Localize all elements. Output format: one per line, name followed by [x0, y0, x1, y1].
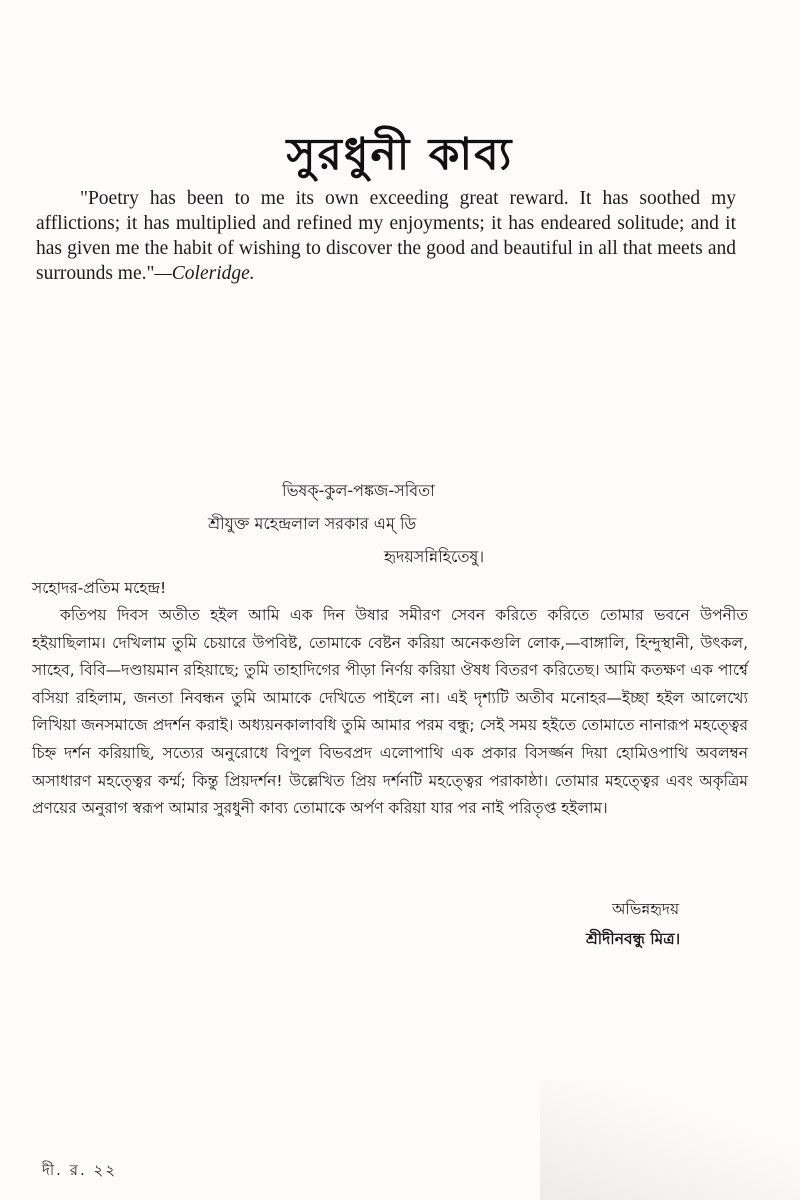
letter-closing: অভিন্নহৃদয় — [612, 900, 680, 918]
letter-salutation: সহোদর-প্রতিম মহেন্দ্র! — [32, 579, 167, 597]
dedication-line-3: হৃদয়সন্নিহিতেষু। — [384, 547, 485, 566]
page-shadow — [540, 1080, 800, 1200]
printer-signature-mark: দী. র. ২২ — [42, 1161, 118, 1179]
letter-body: কতিপয় দিবস অতীত হইল আমি এক দিন উষার সমীরণ সেবন করিতে করিতে তোমার ভবনে উপনীত হইয়াছিলাম। দেখিলাম তুমি চেয়ারে উপবিষ্ট, তোমাকে বেষ্টন করিয়া অনেকগুলি লোক,—বাঙ্গালি, হিন্দুস্থানী, উৎকল, সাহেব, বিবি—দণ্ডায়মান রহিয়াছে; তুমি তাহাদিগের পীড়া নির্ণয় করিয়া ঔষধ বিতরণ করিতেছ। আমি কতক্ষণ এক পার্শ্বে বসিয়া রহিলাম, জনতা নিবন্ধন তুমি আমাকে দেখিতে পাইলে না। এই দৃশ্যটি অতীব মনোহর—ইচ্ছা হইল আলেখ্যে লিখিয়া জনসমাজে প্রদর্শন করাই। অধ্যয়নকালাবধি তুমি আমার পরম বন্ধু; সেই সময় হইতে তোমাতে নানারূপ মহত্ত্বের চিহ্ন দর্শন করিয়াছি, সত্যের অনুরোধে বিপুল বিভবপ্রদ এলোপাথি এক প্রকার বিসর্জ্জন দিয়া হোমিওপাথি অবলম্বন অসাধারণ মহত্ত্বের কর্ম্ম; কিন্তু প্রিয়দর্শন! উল্লেখিত প্রিয় দর্শনটি মহত্ত্বের পরাকাষ্ঠা। তোমার মহত্ত্বের এবং অকৃত্রিম প্রণয়ের অনুরাগ স্বরূপ আমার সুরধুনী কাব্য তোমাকে অর্পণ করিয়া যার পর নাই পরিতৃপ্ত হইলাম। — [32, 606, 748, 818]
page-title: সুরধুনী কাব্য — [286, 129, 514, 181]
epigraph-quote — [36, 186, 736, 286]
epigraph-text: "Poetry has been to me its own exceeding great reward. It has soothed my afflictions; it has multiplied and refined my enjoyments; it has endeared solitude; and it has given me the habit of wishing to discover the good and beautiful in all that meets and surrounds me." — [36, 188, 736, 284]
dedication-line-1: ভিষক্-কুল-পঙ্কজ-সবিতা — [282, 481, 435, 500]
letter-signature: শ্রীদীনবন্ধু মিত্র। — [586, 930, 681, 948]
dedication-line-2: শ্রীযুক্ত মহেন্দ্রলাল সরকার এম্ ডি — [208, 514, 417, 533]
epigraph-attribution: —Coleridge. — [154, 263, 255, 284]
